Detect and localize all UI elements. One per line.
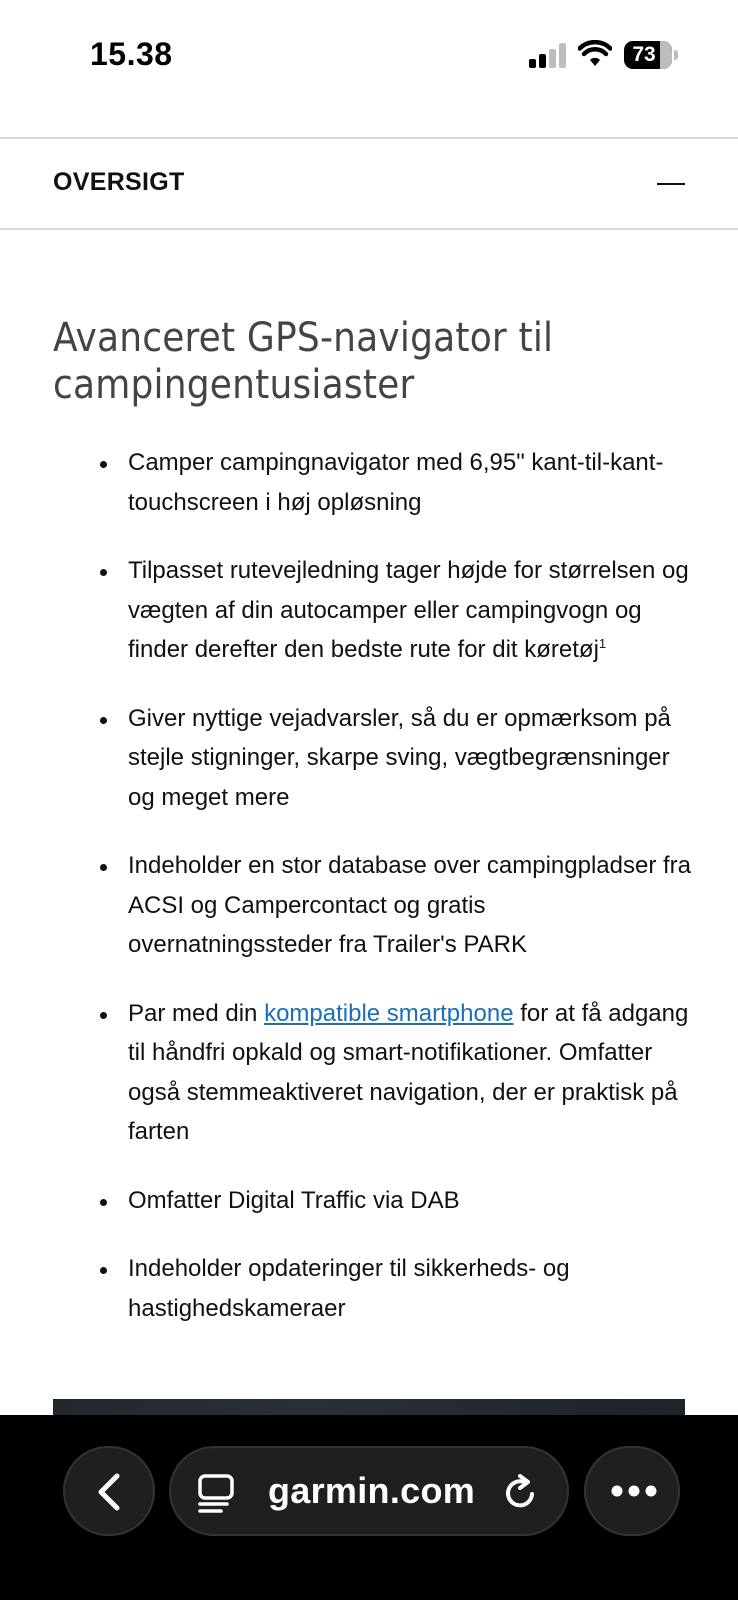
compatible-smartphone-link[interactable]: kompatible smartphone (264, 999, 514, 1027)
list-item: Tilpasset rutevejledning tager højde for størrelsen og vægten af din autocamper eller campingvogn og finder derefter den bedste rute for dit køretøj$^1$ (53, 551, 693, 670)
status-bar (0, 0, 738, 110)
cellular-signal-icon (529, 42, 569, 68)
footnote-marker[interactable]: 1 (598, 636, 607, 651)
reload-icon[interactable] (502, 1472, 540, 1512)
wifi-icon (578, 40, 612, 68)
more-icon (610, 1484, 658, 1498)
overview-title: OVERSIGT (53, 168, 185, 196)
more-button[interactable] (584, 1446, 680, 1536)
back-button[interactable] (63, 1446, 155, 1536)
list-item: Indeholder en stor database over campingpladser fra ACSI og Campercontact og gratis overnatningssteder fra Trailer's PARK (53, 846, 693, 965)
status-time: 15.38 (90, 36, 173, 72)
address-bar[interactable] (169, 1446, 569, 1536)
battery-percent: 73 (632, 43, 656, 66)
list-item: Camper campingnavigator med 6,95" kant-til-kant-touchscreen i høj opløsning (53, 443, 693, 522)
list-item: Par med din kompatible smartphone for at få adgang til håndfri opkald og smart-notifikationer. Omfatter også stemmeaktiveret navigation, der er praktisk på farten (53, 994, 693, 1152)
feature-list (53, 443, 693, 1328)
list-item: Omfatter Digital Traffic via DAB (53, 1181, 693, 1221)
url-text[interactable]: garmin.com (268, 1470, 476, 1511)
collapse-minus-icon[interactable] (657, 183, 685, 185)
list-item: Giver nyttige vejadvarsler, så du er opmærksom på stejle stigninger, skarpe sving, vægtbegrænsninger og meget mere (53, 699, 693, 818)
product-image-strip (53, 1399, 685, 1415)
overview-accordion-header[interactable] (0, 137, 738, 230)
list-item: Indeholder opdateringer til sikkerheds- og hastighedskameraer (53, 1249, 693, 1328)
page-heading: Avanceret GPS-navigator til campingentusiaster (53, 315, 554, 408)
overview-content (53, 300, 693, 1357)
tabs-icon[interactable] (197, 1473, 235, 1513)
back-icon (93, 1472, 129, 1512)
browser-toolbar (0, 1415, 738, 1600)
battery-icon (624, 41, 678, 69)
